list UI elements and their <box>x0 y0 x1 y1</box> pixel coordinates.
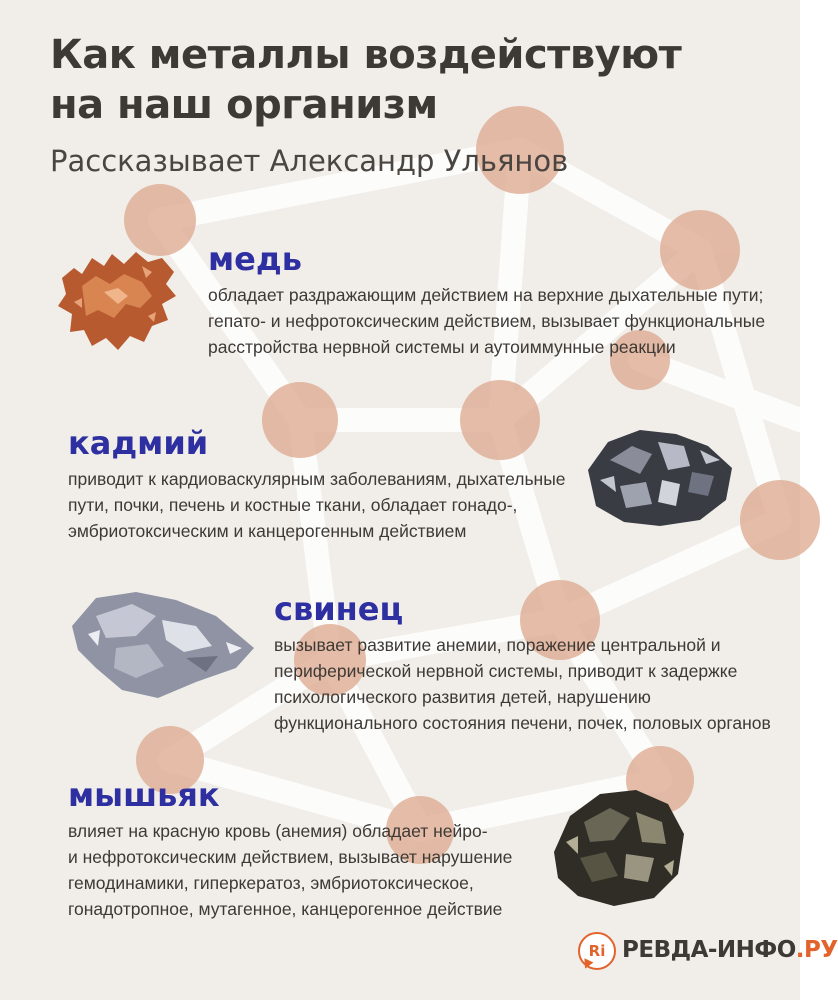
arsenic-ore-icon <box>544 782 690 910</box>
metal-description-lead <box>274 632 771 736</box>
desc-line: влияет на красную кровь (анемия) обладает нейро- <box>68 821 488 841</box>
cadmium-crystal-icon <box>580 420 740 532</box>
logo-text <box>622 934 838 966</box>
page-subtitle: Рассказывает Александр Ульянов <box>50 144 569 178</box>
desc-line: гемодинамики, гиперкератоз, эмбриотоксическое, <box>68 873 474 893</box>
logo-text-domain: .РУ <box>795 937 838 963</box>
metal-description-arsenic <box>68 818 512 922</box>
metal-name-arsenic: мышьяк <box>68 776 220 814</box>
lead-ore-icon <box>66 586 262 702</box>
metal-block-arsenic <box>68 776 512 922</box>
logo-badge-icon: Ri <box>578 932 616 970</box>
metal-block-copper <box>208 240 765 360</box>
desc-line: гепато- и нефротоксическим действием, вызывает функциональные <box>208 311 766 331</box>
desc-line: пути, почки, печень и костные ткани, обладает гонадо-, <box>68 495 518 515</box>
metal-description-copper <box>208 282 765 360</box>
page-title <box>50 30 681 130</box>
metal-block-cadmium <box>68 424 566 544</box>
desc-line: приводит к кардиоваскулярным заболеваниям, дыхательные <box>68 469 566 489</box>
desc-line: расстройства нервной системы и аутоиммунные реакции <box>208 337 676 357</box>
revda-info-logo <box>578 930 838 974</box>
desc-line: эмбриотоксическим и канцерогенным действием <box>68 521 467 541</box>
title-line-2: на наш организм <box>50 82 438 128</box>
metal-block-lead <box>274 590 771 736</box>
copper-nugget-icon <box>52 238 184 358</box>
desc-line: обладает раздражающим действием на верхние дыхательные пути; <box>208 285 764 305</box>
title-line-1: Как металлы воздействуют <box>50 32 682 78</box>
desc-line: и нефротоксическим действием, вызывает нарушение <box>68 847 513 867</box>
metal-name-cadmium: кадмий <box>68 424 209 462</box>
desc-line: гонадотропное, мутагенное, канцерогенное действие <box>68 899 503 919</box>
metal-description-cadmium <box>68 466 566 544</box>
logo-text-main: РЕВДА-ИНФО <box>622 937 796 963</box>
metal-name-copper: медь <box>208 240 302 278</box>
desc-line: вызывает развитие анемии, поражение центральной и <box>274 635 721 655</box>
desc-line: функционального состояния печени, почек, половых органов <box>274 713 771 733</box>
metal-name-lead: свинец <box>274 590 404 628</box>
desc-line: периферической нервной системы, приводит к задержке <box>274 661 738 681</box>
desc-line: психологического развития детей, нарушению <box>274 687 651 707</box>
